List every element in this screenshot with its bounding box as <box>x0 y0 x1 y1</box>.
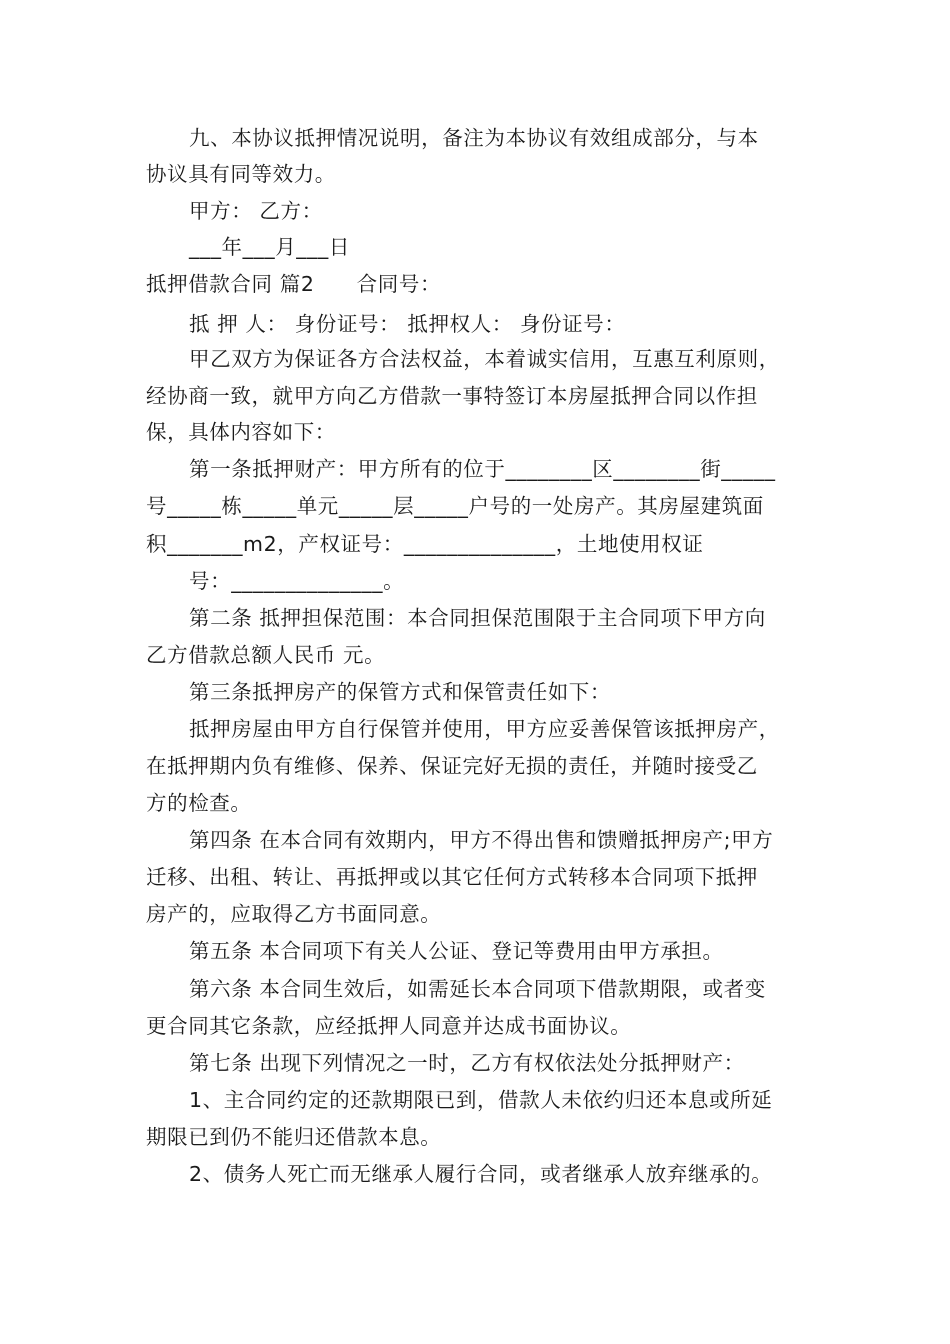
text-line: 第七条 出现下列情况之一时，乙方有权依法处分抵押财产： <box>189 1051 745 1075</box>
text-line: 号_____栋_____单元_____层_____户号的一处房产。其房屋建筑面 <box>146 494 764 518</box>
text-line: 第六条 本合同生效后，如需延长本合同项下借款期限，或者变 <box>189 977 766 1001</box>
text-line: 房产的，应取得乙方书面同意。 <box>146 902 442 926</box>
text-line: 第二条 抵押担保范围：本合同担保范围限于主合同项下甲方向 <box>189 606 766 630</box>
text-line: 号：______________。 <box>189 569 405 593</box>
text-line: 保，具体内容如下： <box>146 420 336 444</box>
text-line: 期限已到仍不能归还借款本息。 <box>146 1125 442 1149</box>
text-line: 迁移、出租、转让、再抵押或以其它任何方式转移本合同项下抵押 <box>146 865 758 889</box>
text-line: 第一条抵押财产：甲方所有的位于________区________街_____ <box>189 457 776 481</box>
text-line: 在抵押期内负有维修、保养、保证完好无损的责任，并随时接受乙 <box>146 754 758 778</box>
text-line: 经协商一致，就甲方向乙方借款一事特签订本房屋抵押合同以作担 <box>146 384 758 408</box>
text-line: 抵押房屋由甲方自行保管并使用，甲方应妥善保管该抵押房产， <box>189 717 780 741</box>
text-line: 第五条 本合同项下有关人公证、登记等费用由甲方承担。 <box>189 939 724 963</box>
text-line: 抵 押 人： 身份证号： 抵押权人： 身份证号： <box>189 312 626 336</box>
text-line: 积_______m2，产权证号：______________，土地使用权证 <box>146 532 704 556</box>
text-line: 2、债务人死亡而无继承人履行合同，或者继承人放弃继承的。 <box>189 1162 773 1186</box>
text-line: 1、主合同约定的还款期限已到，借款人未依约归还本息或所延 <box>189 1088 773 1112</box>
text-line: 第四条 在本合同有效期内，甲方不得出售和馈赠抵押房产;甲方 <box>189 828 774 852</box>
text-line: 更合同其它条款，应经抵押人同意并达成书面协议。 <box>146 1014 632 1038</box>
text-line: 甲方： 乙方： <box>189 199 323 223</box>
text-line: 九、本协议抵押情况说明，备注为本协议有效组成部分，与本 <box>189 126 759 150</box>
text-line: 方的检查。 <box>146 791 252 815</box>
text-line: 协议具有同等效力。 <box>146 162 336 186</box>
text-line: ___年___月___日 <box>189 235 350 259</box>
section-heading: 抵押借款合同 篇2 合同号： <box>146 272 442 296</box>
text-line: 乙方借款总额人民币 元。 <box>146 643 386 667</box>
text-line: 第三条抵押房产的保管方式和保管责任如下： <box>189 680 611 704</box>
text-line: 甲乙双方为保证各方合法权益，本着诚实信用，互惠互利原则， <box>189 347 780 371</box>
